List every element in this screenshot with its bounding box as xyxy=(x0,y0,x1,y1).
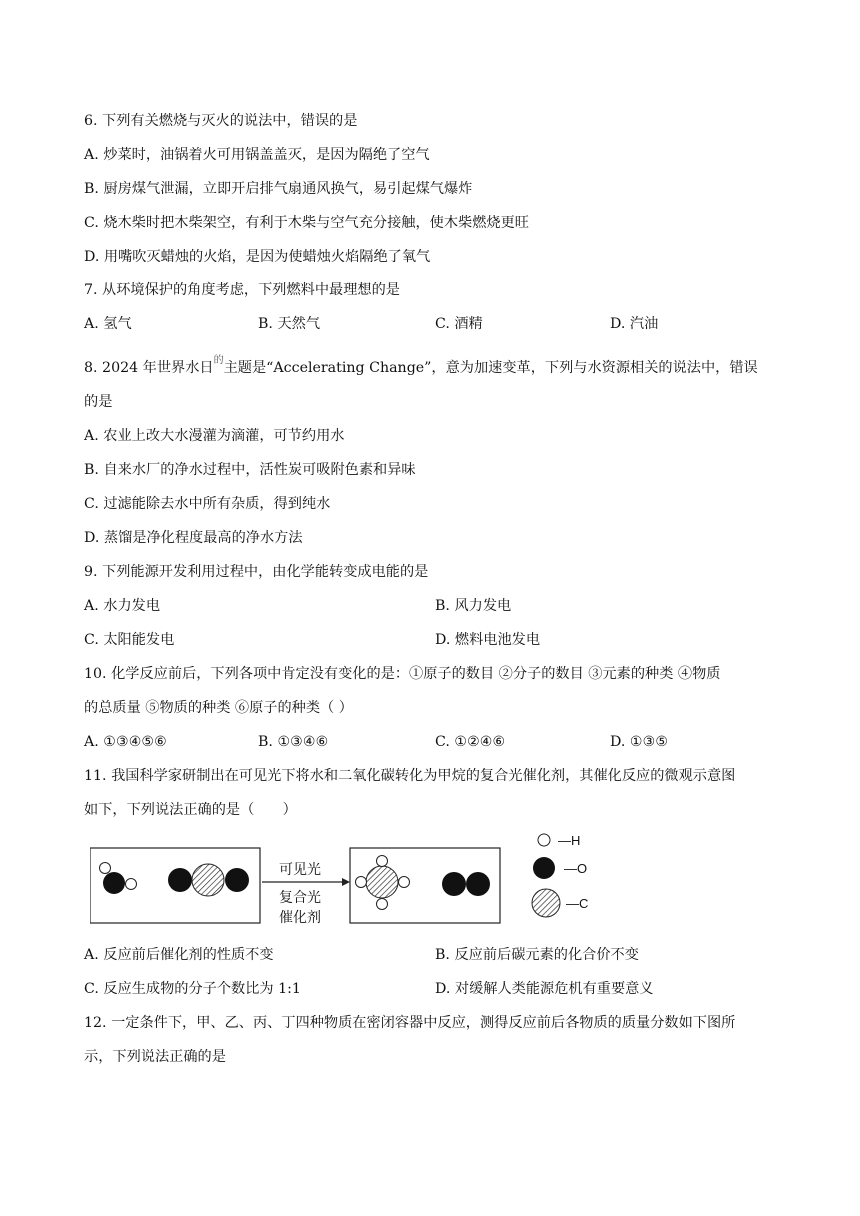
q8-option-c: C. 过滤能除去水中所有杂质，得到纯水 xyxy=(84,496,331,512)
oxygen-atom xyxy=(225,868,249,892)
q7-option-d: D. 汽油 xyxy=(610,316,659,332)
legend-carbon-label: —C xyxy=(566,896,589,911)
q10-option-c: C. ①②④⑥ xyxy=(435,734,506,750)
reaction-diagram xyxy=(90,830,610,930)
q9-option-c: C. 太阳能发电 xyxy=(84,632,175,648)
q11-option-b: B. 反应前后碳元素的化合价不变 xyxy=(435,947,639,963)
carbon-atom xyxy=(366,866,398,898)
q7-stem: 7. 从环境保护的角度考虑，下列燃料中最理想的是 xyxy=(84,282,400,298)
q9-stem: 9. 下列能源开发利用过程中，由化学能转变成电能的是 xyxy=(84,564,429,580)
hydrogen-atom xyxy=(377,899,388,910)
q9-option-a: A. 水力发电 xyxy=(84,598,161,614)
oxygen-atom xyxy=(466,872,490,896)
q11-option-d: D. 对缓解人类能源危机有重要意义 xyxy=(435,981,654,997)
q11-option-a: A. 反应前后催化剂的性质不变 xyxy=(84,947,274,963)
q10-stem-line1: 10. 化学反应前后，下列各项中肯定没有变化的是：①原子的数目 ②分子的数目 ③元素的种类 ④物质 xyxy=(84,666,721,682)
legend-oxygen-label: —O xyxy=(564,861,588,876)
q6-option-d: D. 用嘴吹灭蜡烛的火焰，是因为使蜡烛火焰隔绝了氧气 xyxy=(84,249,431,265)
q11-option-c: C. 反应生成物的分子个数比为 1:1 xyxy=(84,981,301,997)
arrow-condition-bottom1: 复合光 xyxy=(279,889,321,905)
q8-option-d: D. 蒸馏是净化程度最高的净水方法 xyxy=(84,530,303,546)
q8-stem-part1: 8. 2024 年世界水日 xyxy=(84,360,214,376)
oxygen-atom xyxy=(168,868,192,892)
q8-stem-part2: 主题是“Accelerating Change”，意为加速变革，下列与水资源相关的说法中，错误 xyxy=(223,360,758,376)
atom-legend xyxy=(532,833,588,917)
hydrogen-atom xyxy=(377,856,388,867)
q7-option-b: B. 天然气 xyxy=(258,316,321,332)
arrow-condition-top: 可见光 xyxy=(279,861,321,877)
legend-hydrogen-icon xyxy=(538,834,550,846)
q11-stem-line2: 如下，下列说法正确的是（ ） xyxy=(84,802,297,818)
q11-stem-line1: 11. 我国科学家研制出在可见光下将水和二氧化碳转化为甲烷的复合光催化剂，其催化反应的微观示意图 xyxy=(84,768,736,784)
carbon-atom xyxy=(192,864,224,896)
q7-option-a: A. 氢气 xyxy=(84,316,132,332)
q9-option-d: D. 燃料电池发电 xyxy=(435,632,541,648)
q10-stem-line2: 的总质量 ⑤物质的种类 ⑥原子的种类（ ） xyxy=(84,700,353,716)
oxygen-molecule xyxy=(442,872,490,896)
arrow-condition-bottom2: 催化剂 xyxy=(279,909,321,925)
q6-option-c: C. 烧木柴时把木柴架空，有利于木柴与空气充分接触，使木柴燃烧更旺 xyxy=(84,215,529,231)
q7-option-c: C. 酒精 xyxy=(435,316,483,332)
q10-option-d: D. ①③⑤ xyxy=(610,734,669,750)
arrow-head xyxy=(342,878,350,886)
q12-stem-line1: 12. 一定条件下，甲、乙、丙、丁四种物质在密闭容器中反应，测得反应前后各物质的质量分数如下图所 xyxy=(84,1015,736,1031)
q9-option-b: B. 风力发电 xyxy=(435,598,512,614)
q8-option-b: B. 自来水厂的净水过程中，活性炭可吸附色素和异味 xyxy=(84,462,416,478)
q6-option-a: A. 炒菜时，油锅着火可用锅盖盖灭，是因为隔绝了空气 xyxy=(84,147,430,163)
oxygen-atom xyxy=(442,872,466,896)
legend-oxygen-icon xyxy=(533,857,555,879)
q6-option-b: B. 厨房煤气泄漏，立即开启排气扇通风换气，易引起煤气爆炸 xyxy=(84,181,473,197)
q10-option-a: A. ①③④⑤⑥ xyxy=(84,734,167,750)
legend-carbon-icon xyxy=(532,889,560,917)
hydrogen-atom xyxy=(126,879,137,890)
methane-molecule xyxy=(356,856,410,910)
q8-stem xyxy=(84,355,758,380)
q8-stem-line2: 的是 xyxy=(84,394,113,410)
q8-stem-sup: 的 xyxy=(213,355,224,366)
hydrogen-atom xyxy=(100,863,111,874)
q12-stem-line2: 示，下列说法正确的是 xyxy=(84,1049,226,1065)
q8-option-a: A. 农业上改大水漫灌为滴灌，可节约用水 xyxy=(84,428,345,444)
q10-option-b: B. ①③④⑥ xyxy=(258,734,329,750)
hydrogen-atom xyxy=(399,877,410,888)
q6-stem: 6. 下列有关燃烧与灭火的说法中，错误的是 xyxy=(84,113,358,129)
carbon-dioxide-molecule xyxy=(168,864,249,896)
oxygen-atom xyxy=(103,872,125,894)
water-molecule xyxy=(100,863,137,895)
hydrogen-atom xyxy=(356,877,367,888)
legend-hydrogen-label: —H xyxy=(558,833,581,848)
